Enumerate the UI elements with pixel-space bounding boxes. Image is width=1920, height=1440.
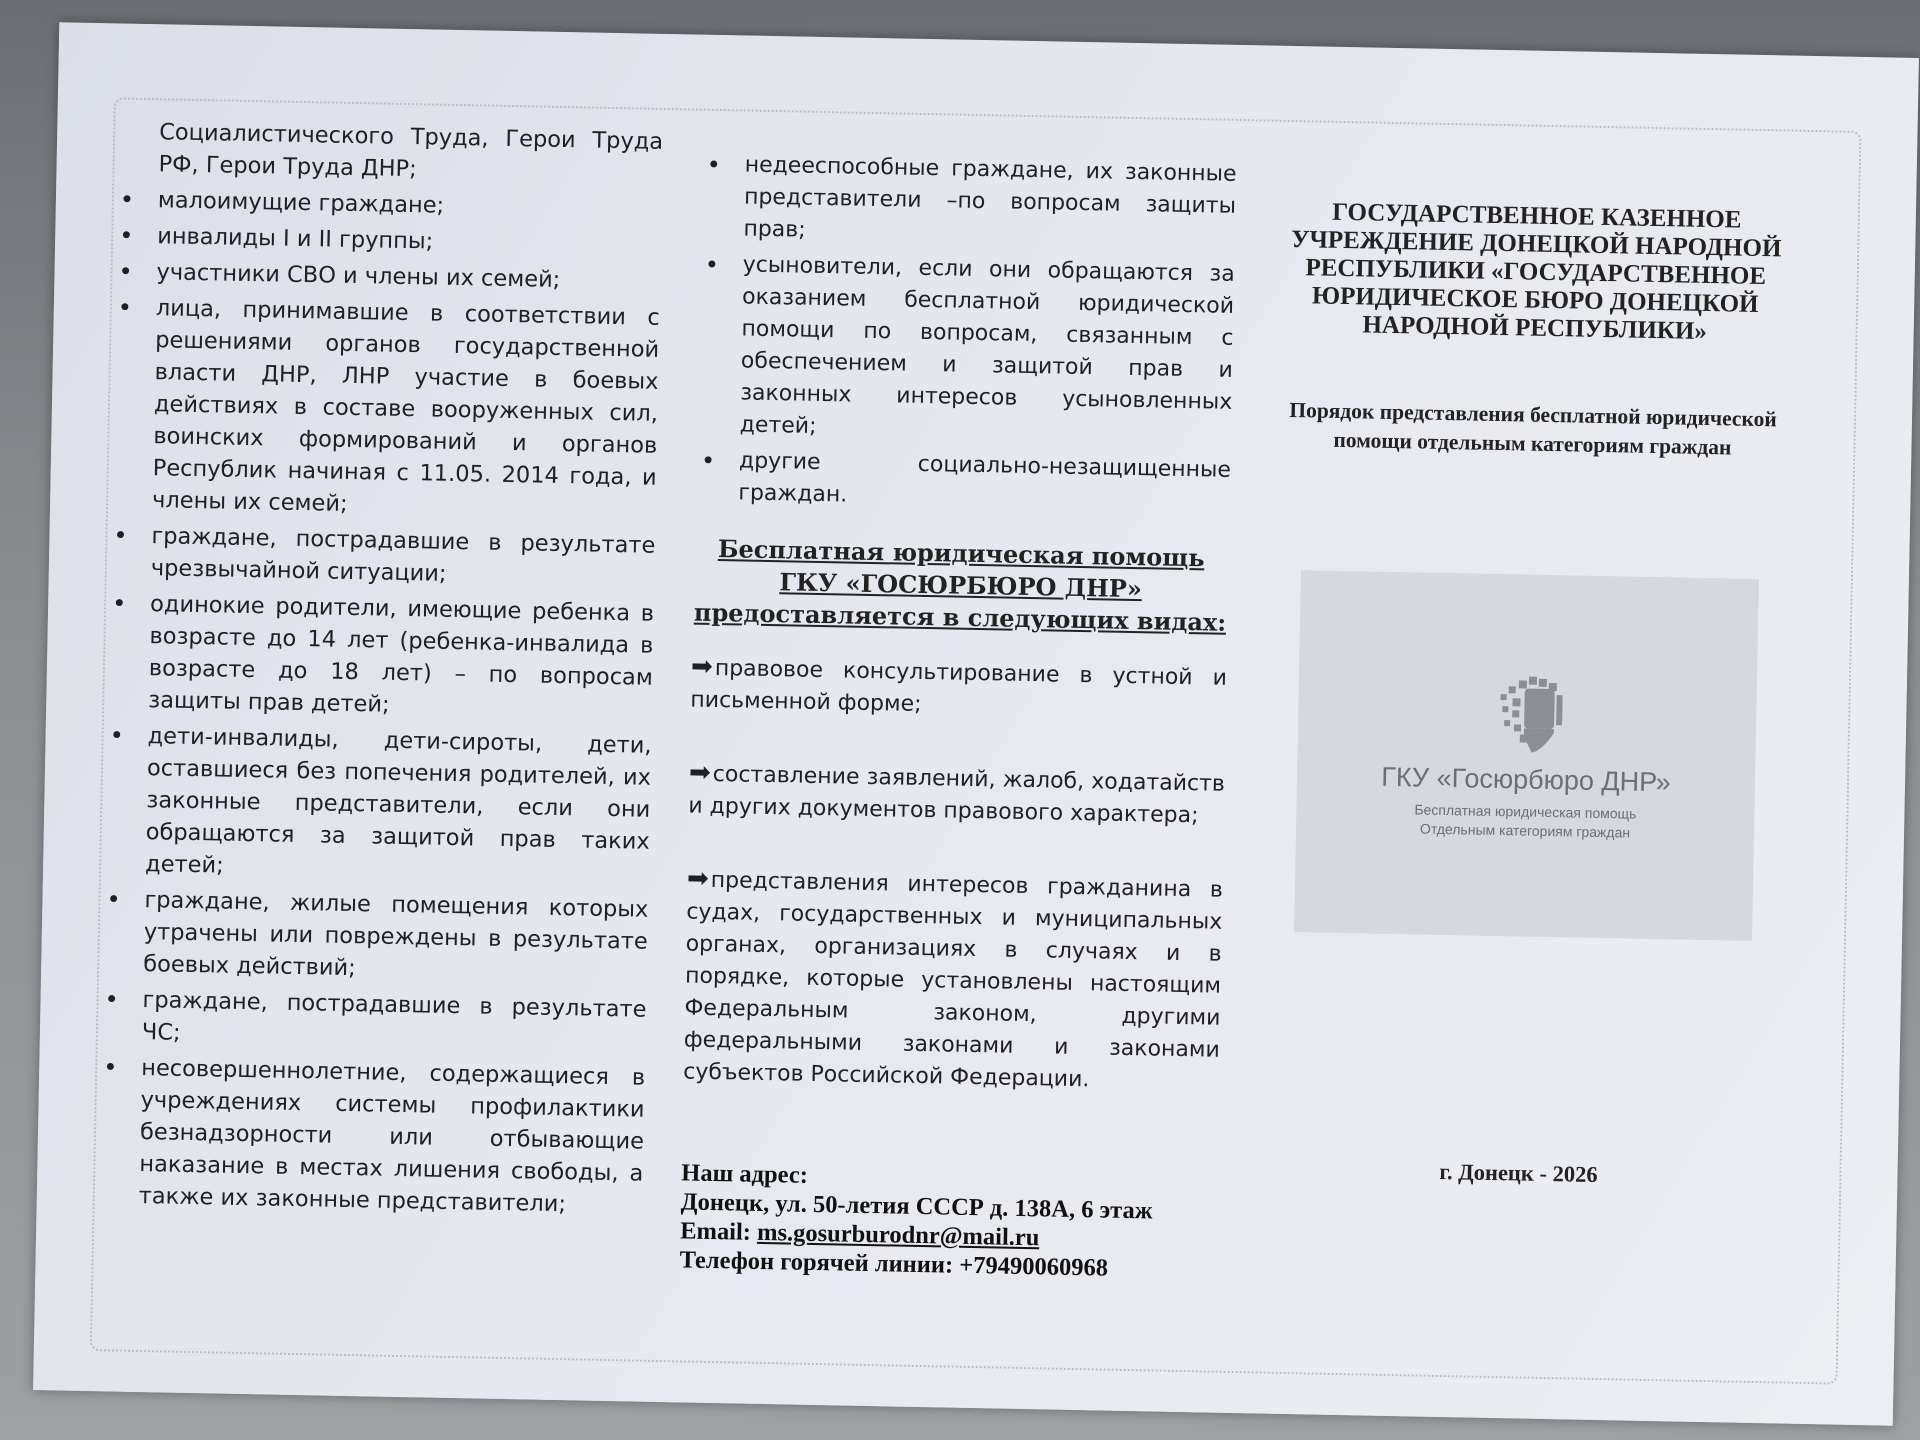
services-heading	[692, 533, 1230, 639]
list-item: • дети-инвалиды, дети-сироты, дети, оставшиеся без попечения родителей, их законные представители, если они обращаются за защитой прав таких детей;	[109, 721, 652, 879]
column-middle	[679, 149, 1237, 1285]
bullet-dot-icon: •	[106, 885, 121, 914]
list-item: • несовершеннолетние, содержащиеся в учреждениях системы профилактики безнадзорности или отбывающие наказание в местах лишения свободы, а также их законные представители;	[102, 1053, 646, 1218]
list-item: • одинокие родители, имеющие ребенка в возрасте до 14 лет (ребенка-инвалида в возрасте до 18 лет) – по вопросам защиты прав детей;	[111, 589, 655, 718]
pixel-shield-icon	[1498, 674, 1566, 755]
logo-name: ГКУ «Госюрбюро ДНР»	[1381, 761, 1672, 798]
list-item: • лица, принимавшие в соответствии с решениями органов государственной власти ДНР, ЛНР участие в боевых действиях в составе вооруженных сил, воинских формирований и органов Республик начиная с 11.05. 2014 года, и члены их семей;	[117, 293, 660, 517]
list-item: • малоимущие граждане;	[119, 185, 445, 219]
column-left	[94, 115, 663, 1225]
bullet-dot-icon: •	[118, 257, 133, 286]
service-item: ➡правовое консультирование в устной и письменной форме;	[690, 651, 1228, 717]
bullet-dot-icon: •	[109, 721, 125, 750]
arrow-right-icon: ➡	[688, 757, 712, 788]
bullet-dot-icon: •	[104, 985, 119, 1014]
logo-subtitle: Бесплатная юридическая помощь Отдельным категориям граждан	[1414, 801, 1637, 841]
address-text: Донецк, ул. 50-летия СССР д. 138А, 6 этаж	[680, 1188, 1153, 1225]
city-year: г. Донецк - 2026	[1439, 1158, 1598, 1188]
service-item: ➡составление заявлений, жалоб, ходатайств и других документов правового характера;	[688, 757, 1226, 829]
arrow-right-icon: ➡	[690, 651, 714, 682]
bullet-dot-icon: •	[700, 446, 716, 475]
list-item: • другие социально-незащищенные граждан.	[700, 446, 1232, 508]
arrow-right-icon: ➡	[686, 863, 710, 894]
list-item: • граждане, жилые помещения которых утрачены или повреждены в результате боевых действий;	[106, 885, 649, 982]
bullet-dot-icon: •	[118, 221, 134, 250]
email-link[interactable]: ms.gosurburodnr@mail.ru	[756, 1218, 1040, 1252]
contact-block	[679, 1158, 1217, 1284]
services-heading-line1: Бесплатная юридическая помощь	[717, 534, 1205, 573]
column-right	[1265, 198, 1790, 1192]
service-item: ➡представления интересов гражданина в судах, государственных и муниципальных органах, организациях в случаях и в порядке, которые установлены настоящим Федеральным законом, другими федеральными законами и законами субъектов Российской Федерации.	[683, 863, 1224, 1093]
list-item: • инвалиды I и II группы;	[118, 221, 434, 255]
list-item: • граждане, пострадавшие в результате ЧС;	[104, 985, 647, 1046]
address-label: Наш адрес:	[681, 1159, 809, 1189]
list-item: • недееспособные граждане, их законные представители –по вопросам защиты прав;	[706, 150, 1237, 243]
bullet-dot-icon: •	[113, 521, 128, 550]
list-item: • граждане, пострадавшие в результате чрезвычайной ситуации;	[113, 521, 656, 587]
services-heading-line3: предоставляется в следующих видах:	[693, 597, 1227, 637]
brochure-title: Порядок представления бесплатной юридической помощи отдельным категориям граждан	[1289, 397, 1777, 460]
intro-text: Социалистического Труда, Герои Труда РФ, Герои Труда ДНР;	[158, 119, 664, 183]
bullet-dot-icon: •	[119, 185, 135, 214]
bullet-dot-icon: •	[117, 293, 133, 322]
list-item: • участники СВО и члены их семей;	[118, 257, 561, 293]
email-label: Email:	[679, 1217, 752, 1246]
services-heading-line2: ГКУ «ГОСЮРБЮРО ДНР»	[779, 567, 1143, 604]
logo-panel	[1294, 570, 1759, 941]
org-name: ГОСУДАРСТВЕННОЕ КАЗЕННОЕ УЧРЕЖДЕНИЕ ДОНЕЦКОЙ НАРОДНОЙ РЕСПУБЛИКИ «ГОСУДАРСТВЕННОЕ ЮРИДИЧЕСКОЕ БЮРО ДОНЕЦКОЙ НАРОДНОЙ РЕСПУБЛИКИ»	[1290, 198, 1782, 345]
eligibility-list	[94, 183, 662, 1221]
bullet-dot-icon: •	[111, 589, 127, 618]
list-item: • усыновители, если они обращаются за оказанием бесплатной юридической помощи по вопросам, связанным с обеспечением и защитой прав и законных интересов усыновленных детей;	[704, 250, 1235, 439]
eligibility-list-continued	[694, 149, 1237, 519]
brochure-sheet	[33, 22, 1919, 1425]
bullet-dot-icon: •	[704, 250, 720, 279]
bullet-dot-icon: •	[102, 1053, 118, 1082]
bullet-dot-icon: •	[706, 150, 722, 179]
phone-line: Телефон горячей линии: +79490060968	[679, 1246, 1109, 1282]
